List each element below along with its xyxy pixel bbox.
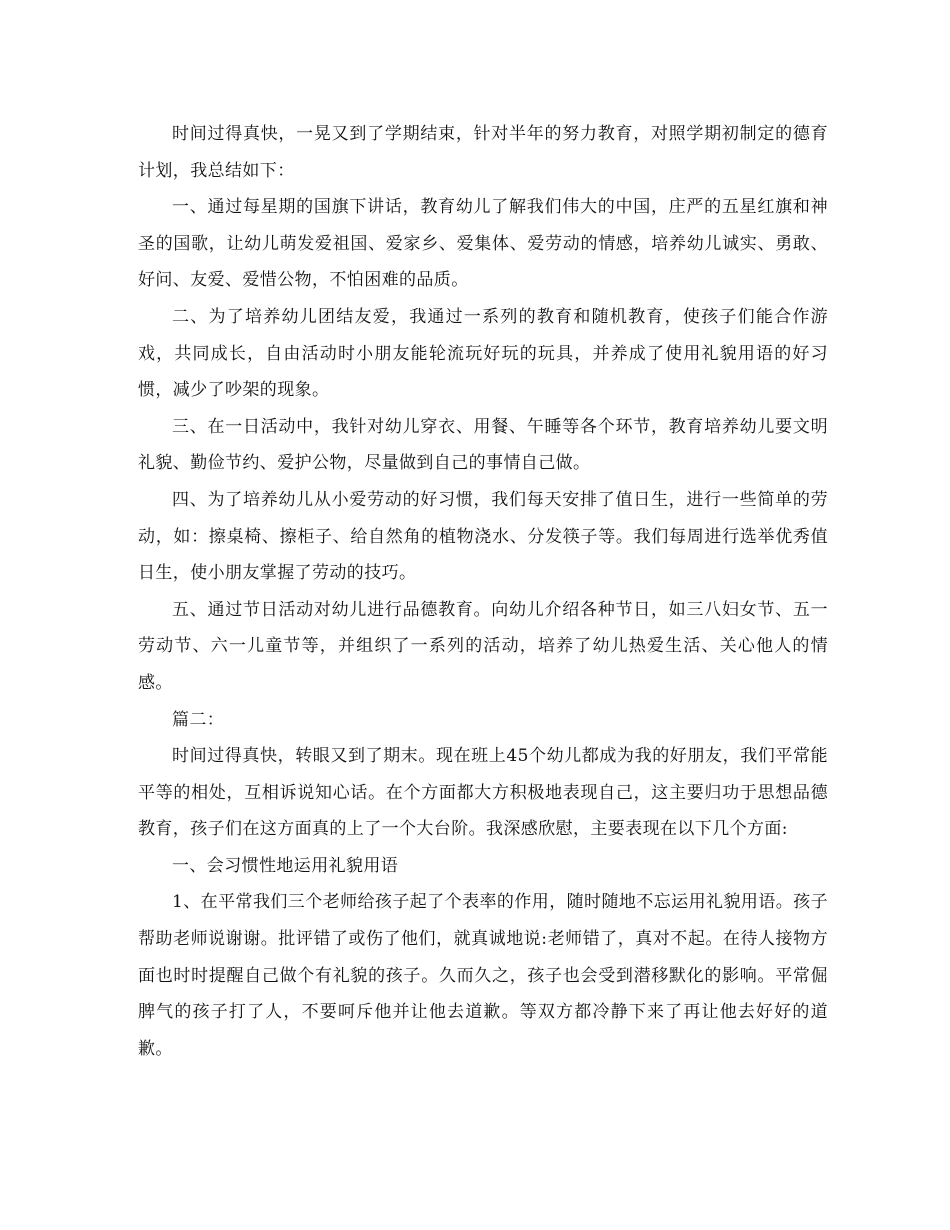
paragraph-item-1: 一、通过每星期的国旗下讲话，教育幼儿了解我们伟大的中国，庄严的五星红旗和神圣的国歌，让幼儿萌发爱祖国、爱家乡、爱集体、爱劳动的情感，培养幼儿诚实、勇敢、好问、友爱、爱惜公物，不怕困难的品质。 bbox=[138, 197, 828, 291]
paragraph-item-5: 五、通过节日活动对幼儿进行品德教育。向幼儿介绍各种节日，如三八妇女节、五一劳动节、六一儿童节等，并组织了一系列的活动，培养了幼儿热爱生活、关心他人的情感。 bbox=[138, 599, 828, 693]
section-heading-part-two: 篇二： bbox=[172, 709, 225, 730]
paragraph-item-2: 二、为了培养幼儿团结友爱，我通过一系列的教育和随机教育，使孩子们能合作游戏，共同成长，自由活动时小朋友能轮流玩好玩的玩具，并养成了使用礼貌用语的好习惯，减少了吵架的现象。 bbox=[138, 306, 828, 401]
paragraph-intro: 时间过得真快，一晃又到了学期结束，针对半年的努力教育，对照学期初制定的德育计划，我总结如下： bbox=[138, 124, 828, 181]
paragraph-item-3: 三、在一日活动中，我针对幼儿穿衣、用餐、午睡等各个环节，教育培养幼儿要文明礼貌、勤俭节约、爱护公物，尽量做到自己的事情自己做。 bbox=[138, 416, 828, 474]
paragraph-item-4: 四、为了培养幼儿从小爱劳动的好习惯，我们每天安排了值日生，进行一些简单的劳动，如：擦桌椅、擦柜子、给自然角的植物浇水、分发筷子等。我们每周进行选举优秀值日生，使小朋友掌握了劳动的技巧。 bbox=[138, 489, 828, 584]
subheading-polite-language: 一、会习惯性地运用礼貌用语 bbox=[172, 855, 399, 876]
paragraph-polite-language-1: 1、在平常我们三个老师给孩子起了个表率的作用，随时随地不忘运用礼貌用语。孩子帮助老师说谢谢。批评错了或伤了他们，就真诚地说:老师错了，真对不起。在待人接物方面也时时提醒自己做个有礼貌的孩子。久而久之，孩子也会受到潜移默化的影响。平常倔脾气的孩子打了人，不要呵斥他并让他去道歉。等双方都冷静下来了再让他去好好的道歉。 bbox=[138, 892, 828, 1059]
paragraph-part-two-intro: 时间过得真快，转眼又到了期末。现在班上45个幼儿都成为我的好朋友，我们平常能平等的相处，互相诉说知心话。在个方面都大方积极地表现自己，这主要归功于思想品德教育，孩子们在这方面真的上了一个大台阶。我深感欣慰，主要表现在以下几个方面: bbox=[138, 746, 828, 840]
document-body bbox=[138, 116, 828, 1067]
